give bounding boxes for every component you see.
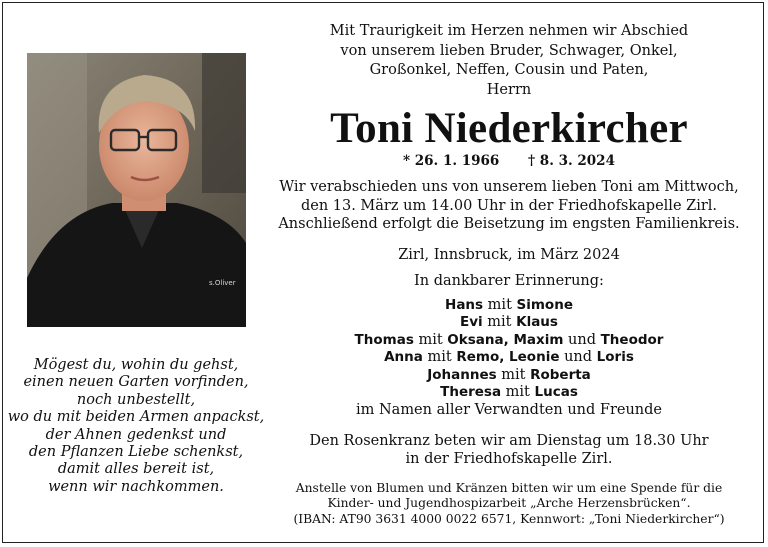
family-line: Hans mit Simone: [445, 296, 573, 313]
deceased-name: Toni Niederkircher: [330, 105, 688, 152]
donation-text: [270, 481, 748, 528]
poem-line: Mögest du, wohin du gehst,: [33, 357, 239, 373]
family-line: Theresa mit Lucas: [440, 384, 578, 401]
poem-line: noch unbestellt,: [76, 391, 196, 408]
birth-date: * 26. 1. 1966: [403, 153, 500, 169]
poem: [4, 357, 268, 496]
family-line: Thomas mit Oksana, Maxim und Theodor: [354, 331, 664, 348]
thanks-heading: In dankbarer Erinnerung:: [414, 272, 604, 289]
donation-line: Anstelle von Blumen und Kränzen bitten wir um eine Spende für die: [295, 480, 723, 495]
intro-line: von unserem lieben Bruder, Schwager, Onkel,: [340, 42, 678, 59]
poem-line: wenn wir nachkommen.: [48, 478, 224, 495]
rosary-text: [270, 432, 748, 469]
family-line: Anna mit Remo, Leonie und Loris: [384, 349, 634, 366]
rosary-line: in der Friedhofskapelle Zirl.: [405, 451, 613, 468]
poem-line: damit alles bereit ist,: [57, 461, 215, 478]
farewell-line: den 13. März um 14.00 Uhr in der Friedhofskapelle Zirl.: [300, 197, 718, 214]
poem-line: der Ahnen gedenkst und: [45, 426, 227, 443]
portrait-photo: [27, 53, 246, 327]
rosary-line: Den Rosenkranz beten wir am Dienstag um 18.30 Uhr: [309, 432, 709, 449]
donation-line: (IBAN: AT90 3631 4000 0022 6571, Kennwort: „Toni Niederkircher“): [293, 511, 725, 526]
farewell-text: [270, 178, 748, 234]
donation-line: Kinder- und Jugendhospizarbeit „Arche Herzensbrücken“.: [327, 496, 691, 511]
farewell-line: Anschließend erfolgt die Beisetzung im engsten Familienkreis.: [278, 216, 740, 232]
family-line: Johannes mit Roberta: [427, 366, 591, 383]
poem-line: wo du mit beiden Armen anpackst,: [7, 409, 265, 426]
death-date: † 8. 3. 2024: [528, 153, 615, 169]
life-dates: [270, 152, 748, 170]
intro-line: Großonkel, Neffen, Cousin und Paten,: [369, 62, 649, 78]
notice-text: [270, 22, 748, 527]
farewell-line: Wir verabschieden uns von unserem lieben Toni am Mittwoch,: [279, 179, 739, 195]
family-list: [270, 297, 748, 420]
poem-line: den Pflanzen Liebe schenkst,: [28, 444, 244, 461]
intro-line: Herrn: [486, 81, 532, 98]
family-line: Evi mit Klaus: [460, 314, 558, 331]
shirt-logo: s.Oliver: [209, 279, 236, 287]
poem-line: einen neuen Garten vorfinden,: [23, 374, 249, 391]
place-date: Zirl, Innsbruck, im März 2024: [398, 246, 620, 263]
intro-line: Mit Traurigkeit im Herzen nehmen wir Abschied: [329, 23, 689, 39]
relatives-line: im Namen aller Verwandten und Freunde: [355, 402, 662, 419]
intro-text: [270, 22, 748, 100]
